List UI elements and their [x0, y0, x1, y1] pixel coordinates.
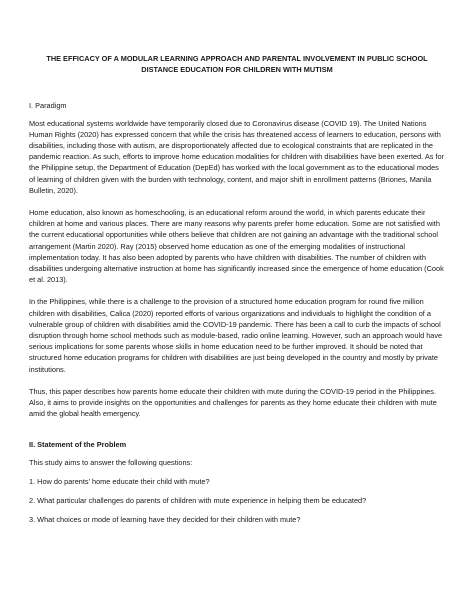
paragraph: Thus, this paper describes how parents home educate their children with mute during the COVID-19 period in the Philippines. Also, it aims to provide insights on the opportunities and challenges for parents as they home educate their children with mute amid the global health emergency.: [29, 386, 437, 419]
section-spacer: [29, 430, 445, 439]
section-heading-statement-of-problem: II. Statement of the Problem: [29, 440, 127, 450]
paragraph: Most educational systems worldwide have temporarily closed due to Coronavirus disease (COVID 19). The United Nations Human Rights (2020) has expressed concern that while the crisis has threatened access of learners to education, persons with disabilities, including those with autism, are disproportionately affected due to ecological constraints that are replicated in the pandemic reaction. As such, efforts to improve home education modalities for children with disabilities have been exerted. As for the Philippine setup, the Department of Education (DepEd) has worked with the local government as to the educational modes of learning of children given with the burden with technology, content, and major shift in enrollment patterns (Briones, Manila Bulletin, 2020).: [29, 118, 445, 195]
question-item: 1. How do parents’ home educate their child with mute?: [29, 476, 210, 486]
question-item: 3. What choices or mode of learning have they decided for their children with mute?: [29, 515, 301, 525]
section-heading-paradigm: I. Paradigm: [29, 101, 67, 111]
document-body: [29, 53, 445, 534]
intro-text: This study aims to answer the following questions:: [29, 457, 193, 467]
paragraph: Home education, also known as homeschooling, is an educational reform around the world, in which parents educate their children at home and various places. There are many reasons why parents prefer home education. Some are not satisfied with the current educational opportunities while others believe that children are not gaining an advantage with the traditional school arrangement (Martin 2020). Ray (2015) observed home education as one of the emerging modalities of instructional implementation today. It has also been adopted by parents who have children with disabilities. The number of children with disabilities undergoing alternative instruction at home has significantly increased since the emergence of home education (Cook et al. 2013).: [29, 208, 444, 285]
document-title: THE EFFICACY OF A MODULAR LEARNING APPROACH AND PARENTAL INVOLVEMENT IN PUBLIC SCHOOL DISTANCE EDUCATION FOR CHILDREN WITH MUTISM: [46, 54, 428, 75]
question-item: 2. What particular challenges do parents of children with mute experience in helping them be educated?: [29, 496, 367, 506]
paragraph: In the Philippines, while there is a challenge to the provision of a structured home education program for round five million children with disabilities, Calica (2020) reported efforts of various organizations and individuals to highlight the condition of a vulnerable group of children with disabilities amid the COVID-19 pandemic. There has been a call to curb the impacts of school disruption through home school methods such as module-based, radio online learning. However, such an approach would have serious implications for some parents whose skills in home education need to be further improved. It should be noted that structured home education programs for children with disabilities are just being developed in the country and mostly by private institutions.: [29, 297, 443, 374]
